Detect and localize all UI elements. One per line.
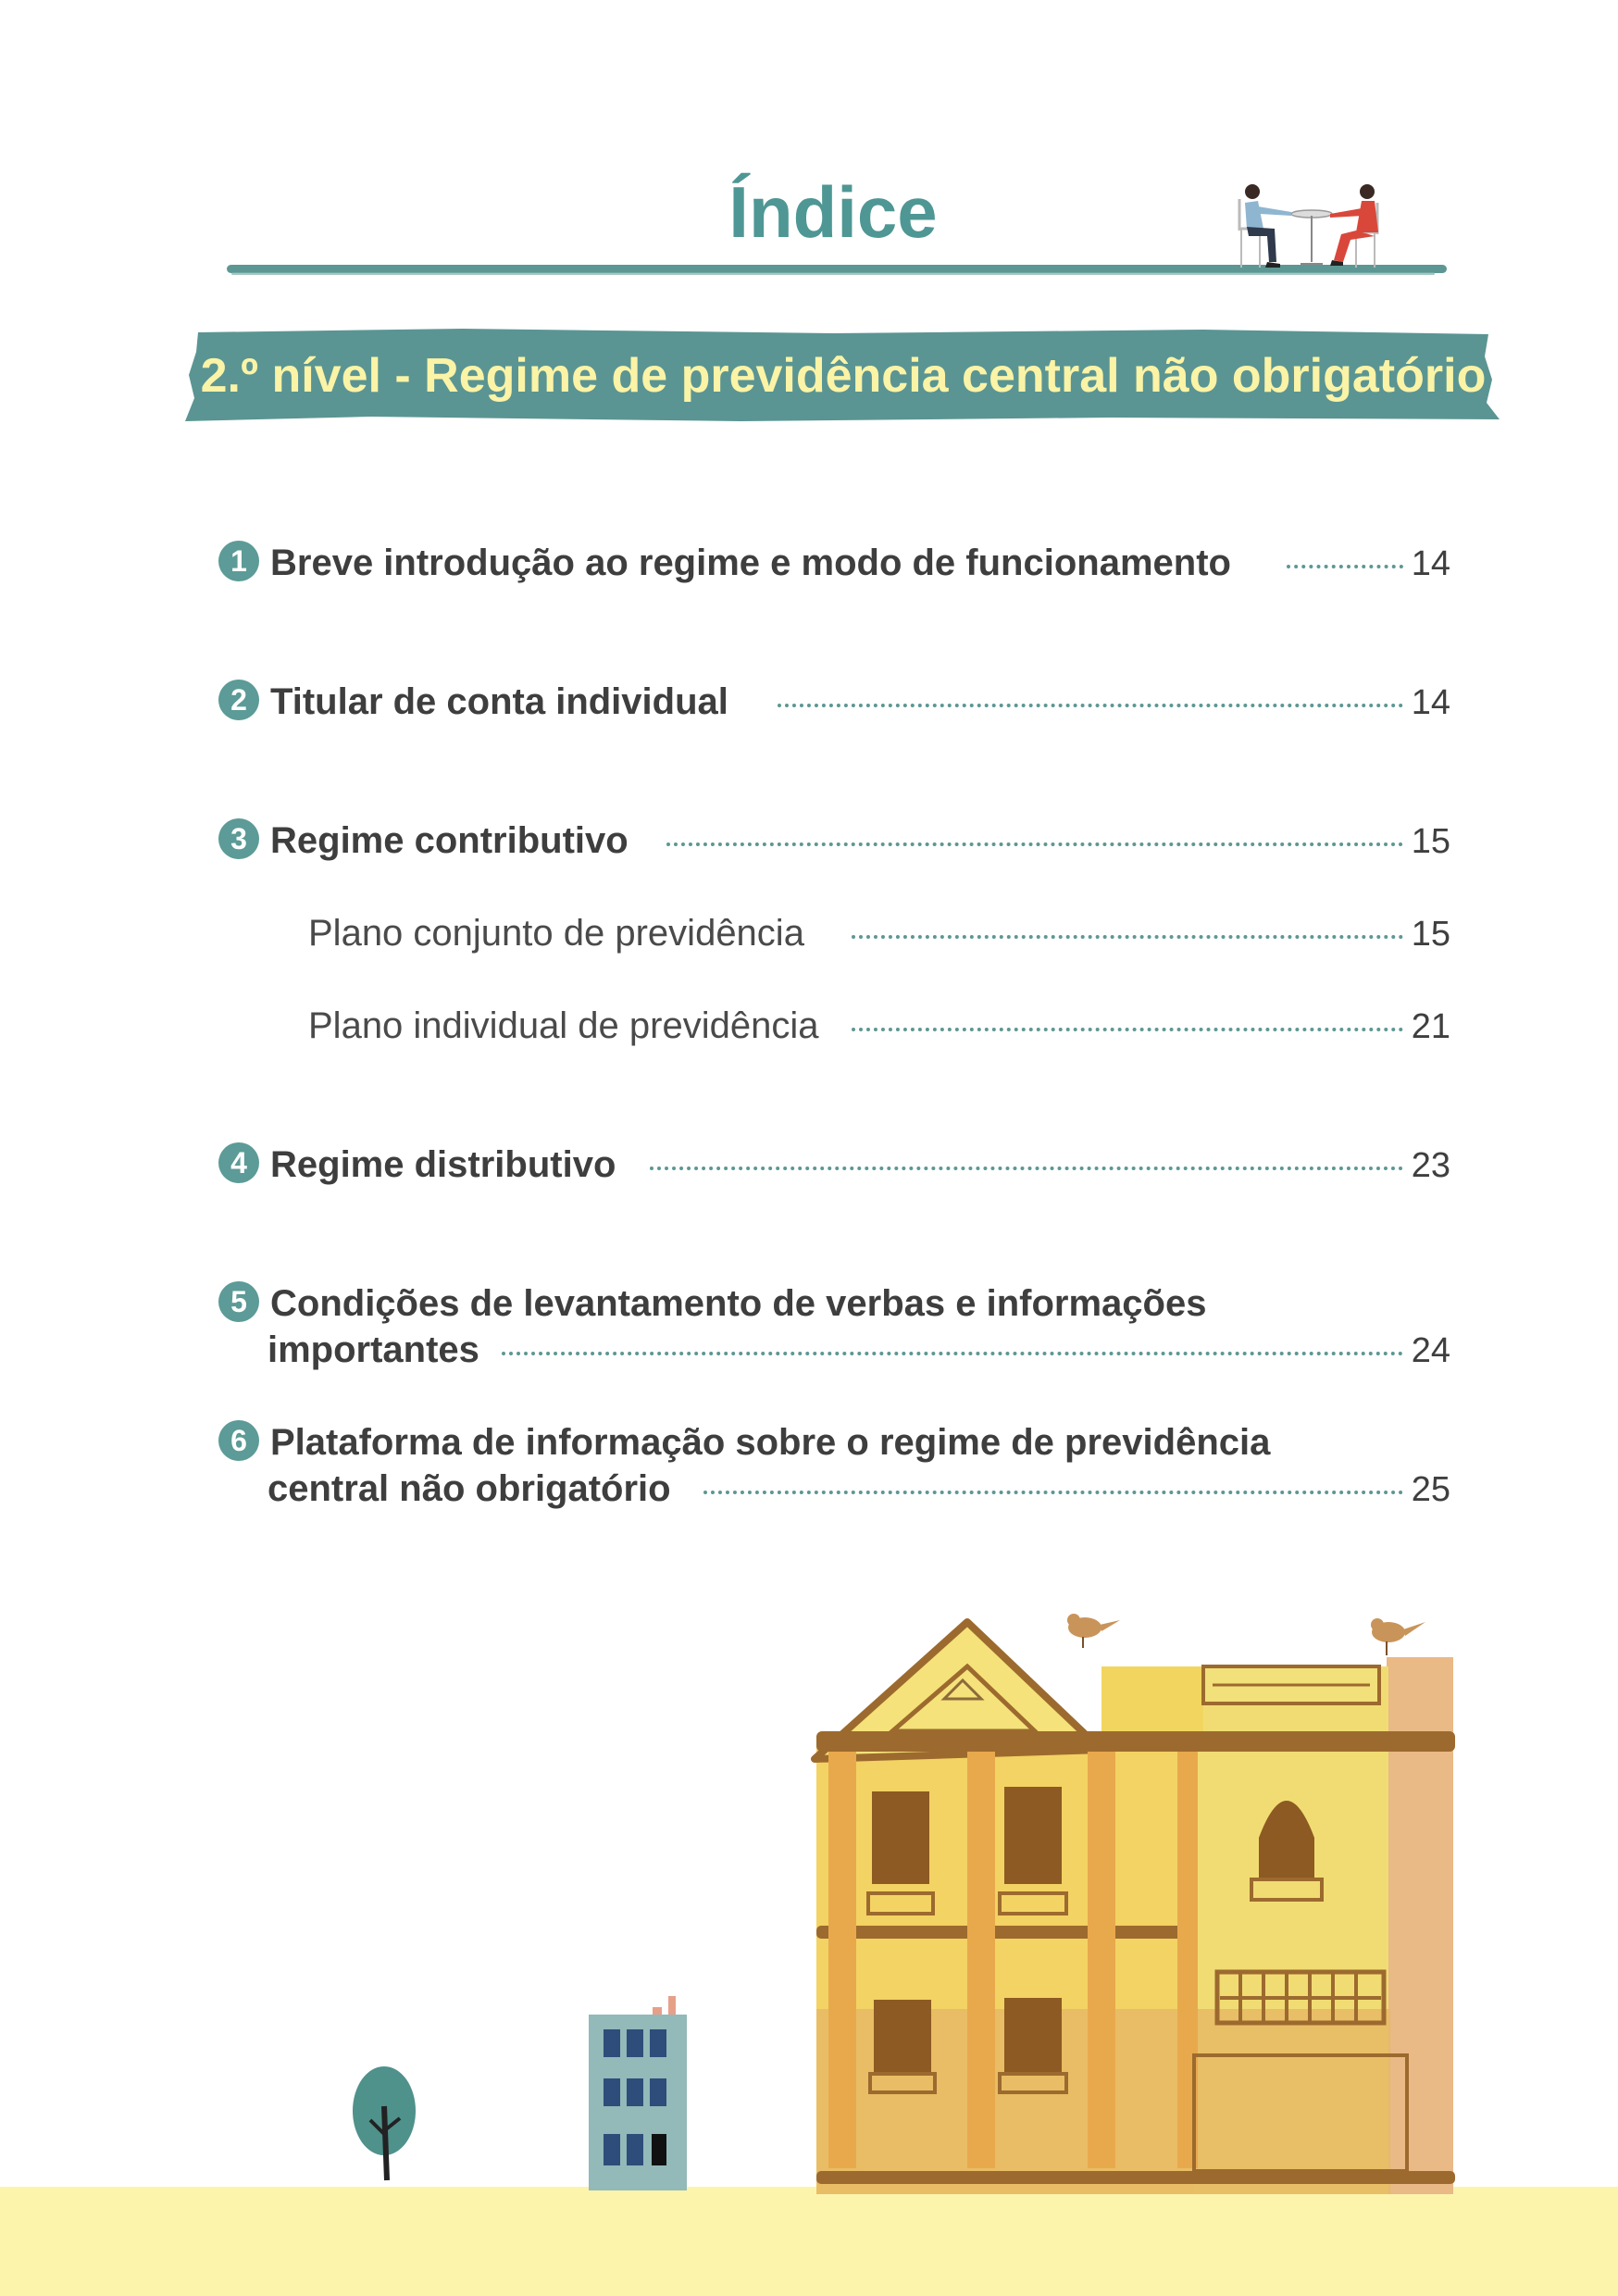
toc-page-number: 14 <box>1411 544 1450 583</box>
toc-entry-label: Titular de conta individual <box>270 681 728 722</box>
toc-number-badge: 4 <box>218 1142 259 1183</box>
toc-leader-dots <box>852 935 1403 939</box>
toc-leader-dots <box>1287 565 1403 568</box>
toc-entry-label: Plano individual de previdência <box>308 1005 819 1046</box>
toc-entry-label: Breve introdução ao regime e modo de funcionamento <box>270 543 1231 583</box>
cafe-couple-illustration <box>1226 181 1393 273</box>
toc-leader-dots <box>650 1167 1403 1170</box>
toc-number-badge: 6 <box>218 1420 259 1461</box>
toc-entry-label: Regime distributivo <box>270 1144 616 1185</box>
bird-icon <box>1371 1618 1425 1655</box>
building-illustration <box>815 1622 1455 2194</box>
toc-page-number: 24 <box>1411 1331 1450 1370</box>
toc-entry-label-line-1: Condições de levantamento de verbas e informações <box>270 1283 1207 1324</box>
toc-page-number: 23 <box>1411 1146 1450 1185</box>
toc-leader-dots <box>502 1352 1403 1355</box>
section-banner-title: 2.º nível - Regime de previdência central não obrigatório <box>200 349 1487 403</box>
toc-page-number: 15 <box>1411 915 1450 954</box>
toc-page-number: 15 <box>1411 822 1450 861</box>
street-scene-illustration <box>0 1592 1618 2222</box>
toc-leader-dots <box>703 1491 1403 1494</box>
toc-leader-dots <box>852 1028 1403 1031</box>
toc-entry-label-line-2: central não obrigatório <box>268 1468 671 1509</box>
toc-entry-label: Plano conjunto de previdência <box>308 913 804 954</box>
toc-leader-dots <box>666 842 1403 846</box>
toc-leader-dots <box>778 704 1403 707</box>
toc-number-badge: 2 <box>218 680 259 720</box>
toc-number-badge: 5 <box>218 1281 259 1322</box>
small-building-illustration <box>589 1996 687 2190</box>
toc-entry-label-line-1: Plataforma de informação sobre o regime de previdência <box>270 1422 1271 1463</box>
page-title: Índice <box>728 171 938 253</box>
toc-number-badge: 3 <box>218 818 259 859</box>
bird-icon <box>1067 1614 1120 1648</box>
tree-illustration <box>353 2066 416 2180</box>
toc-page-number: 21 <box>1411 1007 1450 1046</box>
toc-entry-label: Regime contributivo <box>270 820 629 861</box>
toc-page-number: 14 <box>1411 683 1450 722</box>
toc-entry-label-line-2: importantes <box>268 1329 479 1370</box>
toc-page-number: 25 <box>1411 1470 1450 1509</box>
toc-number-badge: 1 <box>218 541 259 581</box>
